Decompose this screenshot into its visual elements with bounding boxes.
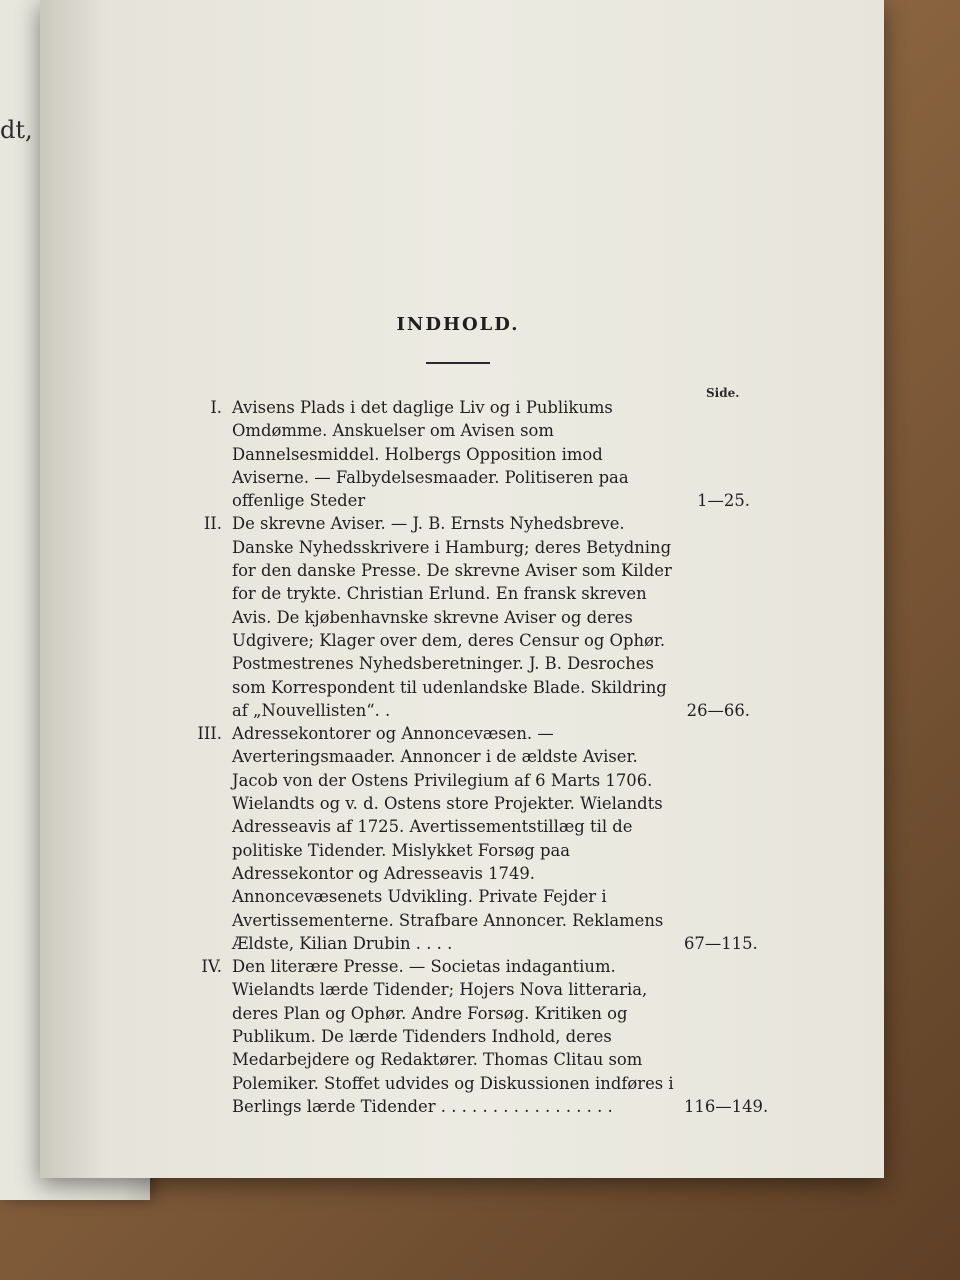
page-title: INDHOLD. <box>396 314 520 335</box>
toc-entry-1 <box>180 396 750 512</box>
toc-entry-number: IV. <box>201 957 222 977</box>
page-column-label: Side. <box>706 386 740 400</box>
toc-entry-text: De skrevne Aviser. — J. B. Ernsts Nyhedsbreve. Danske Nyhedsskrivere i Hamburg; deres Betydning for den danske Presse. De skrevne Aviser som Kilder for de trykte. Christian Erlund. En fransk skreven Avis. De kjøbenhavnske skrevne Aviser og deres Udgivere; Klager over dem, deres Censur og Ophør. Postmestrenes Nyhedsberetninger. J. B. Desroches som Korrespondent til udenlandske Blade. Skildring af „Nouvellisten“. . <box>232 514 672 720</box>
toc-entry-text: Avisens Plads i det daglige Liv og i Publikums Omdømme. Anskuelser om Avisen som Dannelsesmiddel. Holbergs Opposition imod Aviserne. — Falbydelsesmaader. Politiseren paa offenlige Steder <box>232 398 629 511</box>
toc-entry-text: Adressekontorer og Annoncevæsen. — Averteringsmaader. Annoncer i de ældste Aviser. Jacob von der Ostens Privilegium af 6 Marts 1706. Wielandts og v. d. Ostens store Projekter. Wielandts Adresseavis af 1725. Avertissementstillæg til de politiske Tidender. Mislykket Forsøg paa Adressekontor og Adresseavis 1749. Annoncevæsenets Udvikling. Private Fejder i Avertissementerne. Strafbare Annoncer. Reklamens Ældste, Kilian Drubin . . . . <box>232 724 664 953</box>
toc-entry-text: Den literære Presse. — Societas indagantium. Wielandts lærde Tidender; Hojers Nova litteraria, deres Plan og Ophør. Andre Forsøg. Kritiken og Publikum. De lærde Tidenders Indhold, deres Medarbejdere og Redaktører. Thomas Clitau som Polemiker. Stoffet udvides og Diskussionen indføres i Berlings lærde Tidender . . . . . . . . . . . . . . . . . <box>232 957 674 1116</box>
table-of-contents <box>180 396 769 1118</box>
right-page <box>40 0 884 1178</box>
toc-entry-pages: 26—66. <box>686 700 750 720</box>
heading-divider <box>426 362 490 364</box>
toc-entry-pages: 67—115. <box>684 933 758 953</box>
toc-entry-pages: 116—149. <box>684 1096 769 1116</box>
toc-entry-number: III. <box>197 724 222 744</box>
toc-entry-pages: 1—25. <box>697 491 750 511</box>
toc-entry-number: II. <box>203 514 222 534</box>
left-page-text-fragment: dt, <box>0 116 33 144</box>
toc-entry-3 <box>180 722 758 955</box>
toc-entry-2 <box>180 512 750 722</box>
toc-entry-number: I. <box>210 398 222 417</box>
toc-entry-4 <box>180 955 769 1118</box>
